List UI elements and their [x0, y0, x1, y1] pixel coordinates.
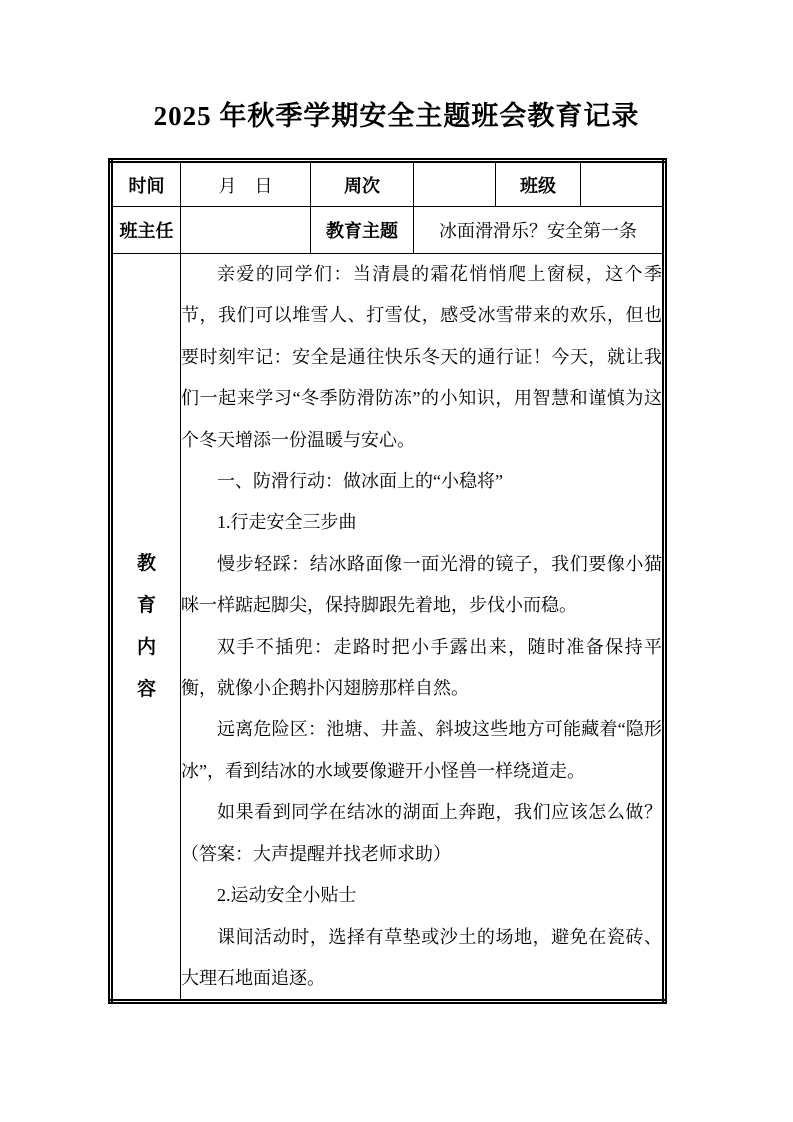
- content-paragraph: 课间活动时，选择有草垫或沙土的场地，避免在瓷砖、大理石地面追逐。: [181, 926, 662, 988]
- content-paragraph: 亲爱的同学们：当清晨的霜花悄悄爬上窗棂，这个季节，我们可以堆雪人、打雪仗，感受冰雪带来的欢乐，但也要时刻牢记：安全是通往快乐冬天的通行证！今天，就让我们一起来学习“冬季防滑防冻”的小知识，用智慧和谨慎为这个冬天增添一份温暖与安心。: [181, 264, 662, 450]
- week-label: 周次: [311, 161, 414, 207]
- time-label: 时间: [111, 161, 181, 207]
- content-paragraph: 1.行走安全三步曲: [217, 512, 357, 533]
- time-value-field[interactable]: 月 日: [181, 161, 311, 207]
- content-label-char: 育: [136, 595, 156, 617]
- content-paragraph: 一、防滑行动：做冰面上的“小稳将”: [217, 471, 503, 492]
- content-paragraph: 慢步轻踩：结冰路面像一面光滑的镜子，我们要像小猫咪一样踮起脚尖，保持脚跟先着地，步伐小而稳。: [181, 553, 662, 616]
- teacher-value-field[interactable]: [181, 207, 311, 254]
- content-body-cell: [181, 254, 665, 1002]
- content-label-char: 教: [136, 553, 156, 575]
- table-row: [111, 207, 665, 254]
- table-row: [111, 254, 665, 1002]
- page-title: 2025 年秋季学期安全主题班会教育记录: [153, 101, 640, 131]
- content-vertical-label: [113, 554, 180, 699]
- content-paragraph: 远离危险区：池塘、井盖、斜坡这些地方可能藏着“隐形冰”，看到结冰的水域要像避开小怪兽一样绕道走。: [181, 719, 662, 781]
- week-value-field[interactable]: [414, 161, 496, 207]
- content-label-cell: [111, 254, 181, 1002]
- class-value-field[interactable]: [581, 161, 665, 207]
- theme-label: 教育主题: [311, 207, 414, 254]
- record-table: [108, 158, 667, 1004]
- class-label: 班级: [496, 161, 581, 207]
- content-paragraph: 2.运动安全小贴士: [217, 885, 357, 906]
- content-label-char: 内: [136, 637, 156, 659]
- teacher-label: 班主任: [111, 207, 181, 254]
- content-paragraph: 双手不插兜：走路时把小手露出来，随时准备保持平衡，就像小企鹅扑闪翅膀那样自然。: [181, 636, 662, 699]
- theme-value: 冰面滑滑乐？安全第一条: [414, 207, 665, 254]
- content-paragraph: 如果看到同学在结冰的湖面上奔跑，我们应该怎么做？（答案：大声提醒并找老师求助）: [181, 802, 662, 864]
- content-label-char: 容: [136, 679, 156, 701]
- table-row: [111, 161, 665, 207]
